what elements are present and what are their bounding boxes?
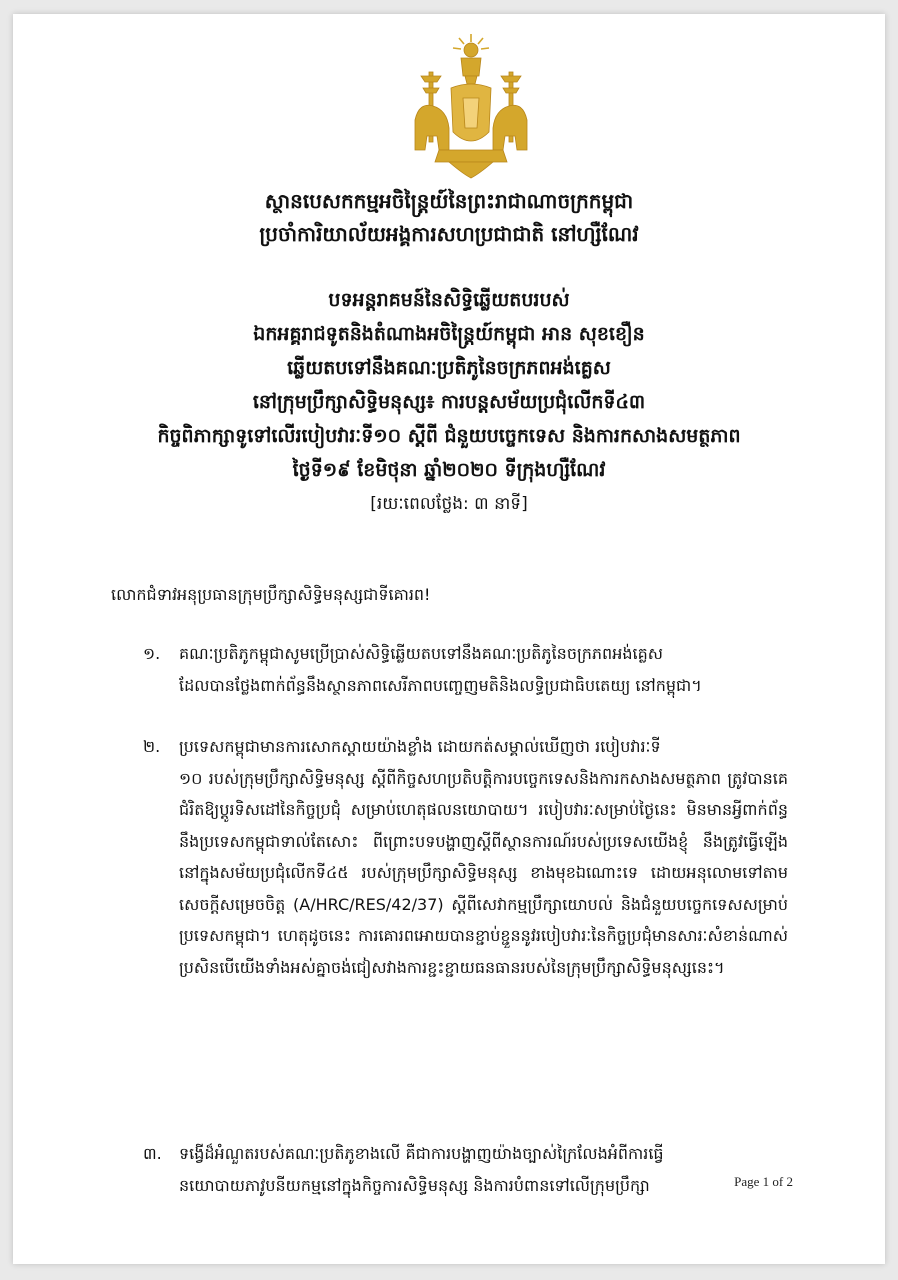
title-line-3: ឆ្លើយតបទៅនឹងគណៈប្រតិភូនៃចក្រភពអង់គ្លេស: [287, 357, 611, 379]
title-line-4: នៅក្រុមប្រឹក្សាសិទ្ធិមនុស្ស៖ ការបន្តសម័យប្រជុំលើកទី៤៣: [252, 391, 646, 413]
title-line-6: ថ្ងៃទី១៩ ខែមិថុនា ឆ្នាំ២០២០ ទីក្រុងហ្សឺណែវ: [292, 459, 606, 481]
title-line-2: ឯកអគ្គរាជទូតនិងតំណាងអចិន្ត្រៃយ៍កម្ពុជា អាន សុខខឿន: [253, 323, 645, 345]
mission-name-line-2: ប្រចាំការិយាល័យអង្គការសហប្រជាជាតិ នៅហ្សឺណែវ: [259, 222, 639, 246]
paragraph-number: ២.: [143, 737, 161, 756]
title-line-5: កិច្ចពិភាក្សាទូទៅលើរបៀបវារៈទី១០ ស្ដីពី ជំនួយបច្ចេកទេស និងការកសាងសមត្ថភាព: [157, 425, 741, 447]
statement-title: [13, 283, 885, 521]
paragraph-text: ១០ របស់ក្រុមប្រឹក្សាសិទ្ធិមនុស្ស ស្ដីពីកិច្ចសហប្រតិបត្តិការបច្ចេកទេសនិងការកសាងសមត្ថភាព ត្រូវបានគេជំរិតឱ្យប្ដូរទិសដៅនៃកិច្ចប្រជុំ សម្រាប់ហេតុផលនយោបាយ។ របៀបវារៈសម្រាប់ថ្ងៃនេះ មិនមានអ្វីពាក់ព័ន្ធនឹងប្រទេសកម្ពុជាទាល់តែសោះ ពីព្រោះបទបង្ហាញស្ដីពីស្ថានការណ៍របស់ប្រទេសយើងខ្ញុំ នឹងត្រូវធ្វើឡើងនៅក្នុងសម័យប្រជុំលើកទី៤៥ របស់ក្រុមប្រឹក្សាសិទ្ធិមនុស្ស ខាងមុខឯណោះទេ ដោយអនុលោមទៅតាមសេចក្ដីសម្រេចចិត្ត (A/HRC/RES/42/37) ស្ដីពីសេវាកម្មប្រឹក្សាយោបល់ និងជំនួយបច្ចេកទេសសម្រាប់ប្រទេសកម្ពុជា។ ហេតុដូចនេះ ការគោរពអោយបានខ្ជាប់ខ្ជួននូវរបៀបវារៈនៃកិច្ចប្រជុំមានសារៈសំខាន់ណាស់ ប្រសិនបើយើងទាំងអស់គ្នាចង់ជៀសវាងការខ្ជះខ្ជាយធនធានរបស់នៃក្រុមប្រឹក្សាសិទ្ធិមនុស្សនេះ។: [179, 768, 788, 977]
paragraph-text: នយោបាយភាវូបនីយកម្មនៅក្នុងកិច្ចការសិទ្ធិមនុស្ស និងការបំពានទៅលើក្រុមប្រឹក្សា: [179, 1175, 650, 1195]
salutation: លោកជំទាវអនុប្រធានក្រុមប្រឹក្សាសិទ្ធិមនុស្សជាទីគោរព!: [111, 585, 431, 604]
paragraph-number: ១.: [143, 644, 161, 663]
royal-coat-of-arms-icon: [409, 32, 533, 182]
paragraph-text: ប្រទេសកម្ពុជាមានការសោកស្ដាយយ៉ាងខ្លាំង ដោយកត់សម្គាល់ឃើញថា របៀបវារៈទី: [179, 737, 661, 756]
paragraph-1: [143, 638, 788, 701]
speaking-duration: [រយៈពេលថ្លែង: ៣ នាទី]: [370, 494, 528, 514]
paragraph-text: ទង្វើដ៏អំណួតរបស់គណៈប្រតិភូខាងលើ គឺជាការបង្ហាញយ៉ាងច្បាស់ក្រៃលែងអំពីការធ្វើ: [179, 1144, 664, 1163]
paragraph-number: ៣.: [143, 1144, 162, 1163]
title-line-1: បទអន្តរាគមន៍នៃសិទ្ធិឆ្លើយតបរបស់: [328, 289, 570, 311]
mission-name-line-1: ស្ថានបេសកកម្មអចិន្ត្រៃយ៍នៃព្រះរាជាណាចក្រកម្ពុជា: [264, 189, 634, 213]
paragraph-text: ដែលបានថ្លែងពាក់ព័ន្ធនឹងស្ថានភាពសេរីភាពបញ្ចេញមតិនិងលទ្ធិប្រជាធិបតេយ្យ នៅកម្ពុជា។: [179, 675, 702, 695]
paragraph-2: [143, 731, 788, 983]
paragraph-text: គណៈប្រតិភូកម្ពុជាសូមប្រើប្រាស់សិទ្ធិឆ្លើយតបទៅនឹងគណៈប្រតិភូនៃចក្រភពអង់គ្លេស: [179, 644, 663, 663]
document-page: [13, 14, 885, 1264]
page-number: Page 1 of 2: [734, 1174, 793, 1189]
paragraph-3: [143, 1138, 788, 1201]
